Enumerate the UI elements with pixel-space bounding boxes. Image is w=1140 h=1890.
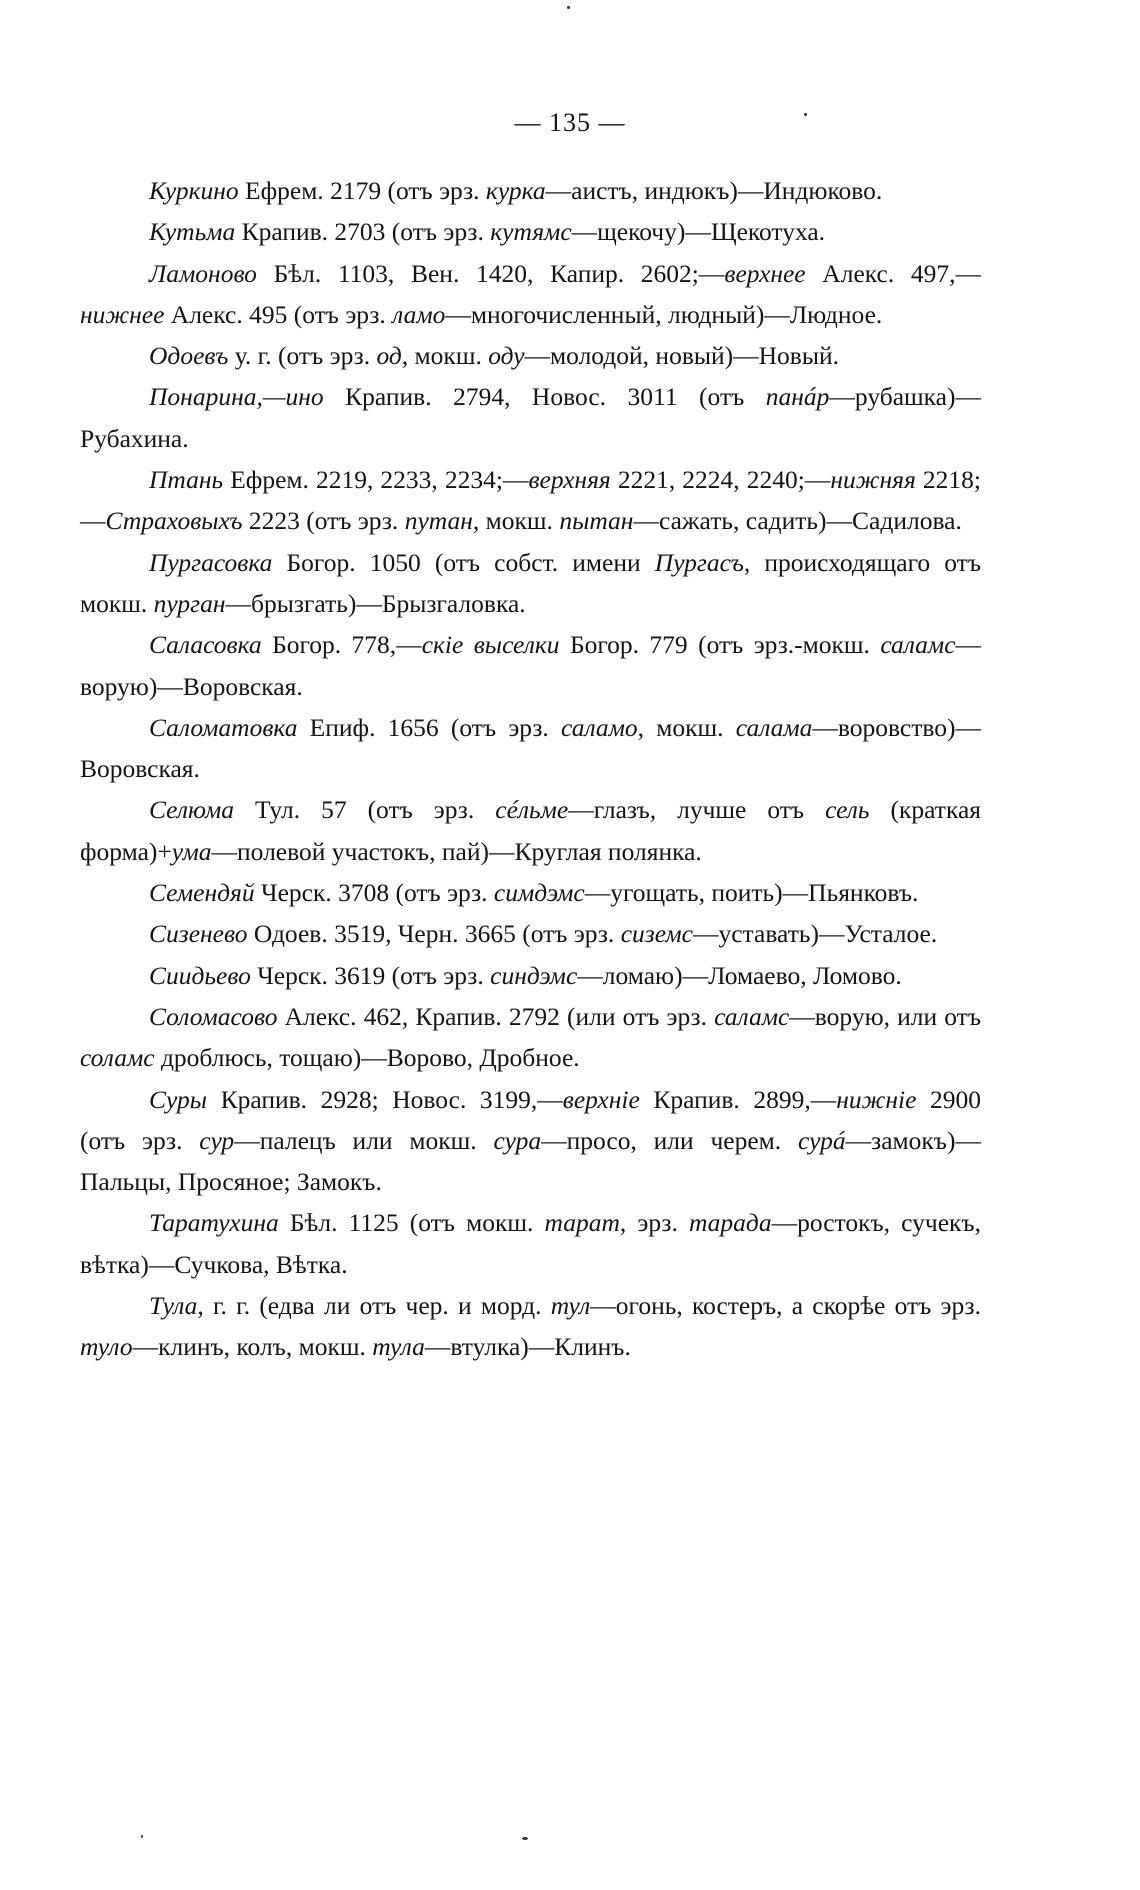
entry-headword: Соломасово: [149, 1001, 278, 1031]
print-speck: [567, 6, 570, 9]
entry-text: Бѣл. 1125 (отъ мокш. тарат, эрз. тарада—ростокъ, сучекъ, вѣтка)—Сучкова, Вѣтка.: [80, 1208, 981, 1279]
entry-text: Крапив. 2703 (отъ эрз. кутямс—щекочу)—Щекотуха.: [235, 217, 826, 247]
dictionary-entry: [80, 1202, 981, 1285]
entry-text: у. г. (отъ эрз. од, мокш. оду—молодой, новый)—Новый.: [228, 341, 839, 371]
entry-text: Одоев. 3519, Черн. 3665 (отъ эрз. сиземс—уставать)—Усталое.: [247, 919, 938, 949]
entry-text: Алекс. 462, Крапив. 2792 (или отъ эрз. саламс—ворую, или отъ соламс дроблюсь, тощаю)—Ворово, Дробное.: [80, 1001, 982, 1073]
dictionary-entry: [80, 913, 981, 954]
dictionary-entry: [80, 707, 981, 790]
entry-headword: Ламоново: [149, 258, 257, 288]
dictionary-entry: [80, 1079, 981, 1203]
dictionary-entry: [80, 996, 981, 1079]
dictionary-entry: [80, 335, 981, 376]
entry-text: Бѣл. 1103, Вен. 1420, Капир. 2602;—верхнее Алекс. 497,—нижнее Алекс. 495 (отъ эрз. ламо—многочисленный, людный)—Людное.: [80, 258, 982, 329]
entry-headword: Кутьма: [149, 217, 236, 247]
page-number: — 135 —: [514, 108, 626, 137]
dictionary-entry: [80, 253, 981, 336]
entry-headword: Селюма: [149, 795, 235, 825]
dictionary-entry: [80, 872, 981, 913]
entry-text: Черск. 3708 (отъ эрз. симдэмс—угощать, поить)—Пьянковъ.: [254, 878, 919, 908]
entry-text: Ефрем. 2179 (отъ эрз. курка—аистъ, индюкъ)—Индюково.: [238, 176, 883, 205]
print-speck: [141, 1835, 143, 1838]
entry-headword: Куркино: [149, 176, 239, 205]
entry-headword: Понарина,—ино: [149, 382, 324, 412]
entry-headword: Пургасовка: [149, 547, 273, 577]
print-speck: [804, 113, 807, 116]
entry-headword: Тула: [149, 1291, 198, 1321]
dictionary-entry: [80, 955, 981, 996]
entry-headword: Семендяй: [149, 878, 255, 908]
dictionary-entry: [80, 624, 981, 707]
entry-text: Крапив. 2794, Новос. 3011 (отъ панáр—рубашка)—Рубахина.: [80, 382, 981, 453]
entry-text: Богор. 778,—скіе выселки Богор. 779 (отъ эрз.-мокш. саламс—ворую)—Воровская.: [80, 630, 982, 701]
entry-text: Богор. 1050 (отъ собст. имени Пургасъ, происходящаго отъ мокш. пурган—брызгать)—Брызгаловка.: [80, 547, 982, 618]
dictionary-entry: [80, 211, 981, 252]
entry-text: Крапив. 2928; Новос. 3199,—верхніе Крапив. 2899,—нижніе 2900 (отъ эрз. сур—палецъ или мокш. сура—просо, или черем. сурá—замокъ)—Пальцы, Просяное; Замокъ.: [80, 1084, 981, 1197]
dictionary-entry: [80, 1285, 981, 1368]
dictionary-entry: [80, 789, 981, 872]
entry-text: Тул. 57 (отъ эрз. сéльме—глазъ, лучше отъ сель (краткая форма)+ума—полевой участокъ, пай)—Круглая полянка.: [80, 795, 981, 866]
entry-headword: Одоевъ: [149, 341, 229, 371]
entry-headword: Птань: [149, 465, 224, 495]
entry-headword: Сизенево: [149, 919, 248, 949]
print-speck: [522, 1837, 528, 1840]
dictionary-entry: [80, 170, 981, 211]
entry-headword: Саломатовка: [149, 712, 298, 742]
entry-headword: Таратухина: [149, 1208, 279, 1238]
entry-headword: Сиидьево: [149, 960, 251, 990]
entry-text: , г. г. (едва ли отъ чер. и морд. тул—огонь, костеръ, а скорѣе отъ эрз. туло—клинъ, колъ, мокш. тула—втулка)—Клинъ.: [80, 1291, 981, 1362]
entry-text: Черск. 3619 (отъ эрз. синдэмс—ломаю)—Ломаево, Ломово.: [250, 960, 902, 990]
entry-headword: Саласовка: [149, 630, 262, 660]
entry-text: Епиф. 1656 (отъ эрз. саламо, мокш. салама—воровство)—Воровская.: [80, 712, 981, 784]
dictionary-entries: [80, 170, 981, 1368]
entry-text: Ефрем. 2219, 2233, 2234;—верхняя 2221, 2224, 2240;—нижняя 2218;—Страховыхъ 2223 (отъ эрз. путан, мокш. пытан—сажать, садить)—Садилова.: [80, 465, 981, 536]
dictionary-entry: [80, 459, 981, 542]
dictionary-entry: [80, 376, 981, 459]
entry-headword: Суры: [149, 1084, 208, 1114]
dictionary-entry: [80, 542, 981, 625]
